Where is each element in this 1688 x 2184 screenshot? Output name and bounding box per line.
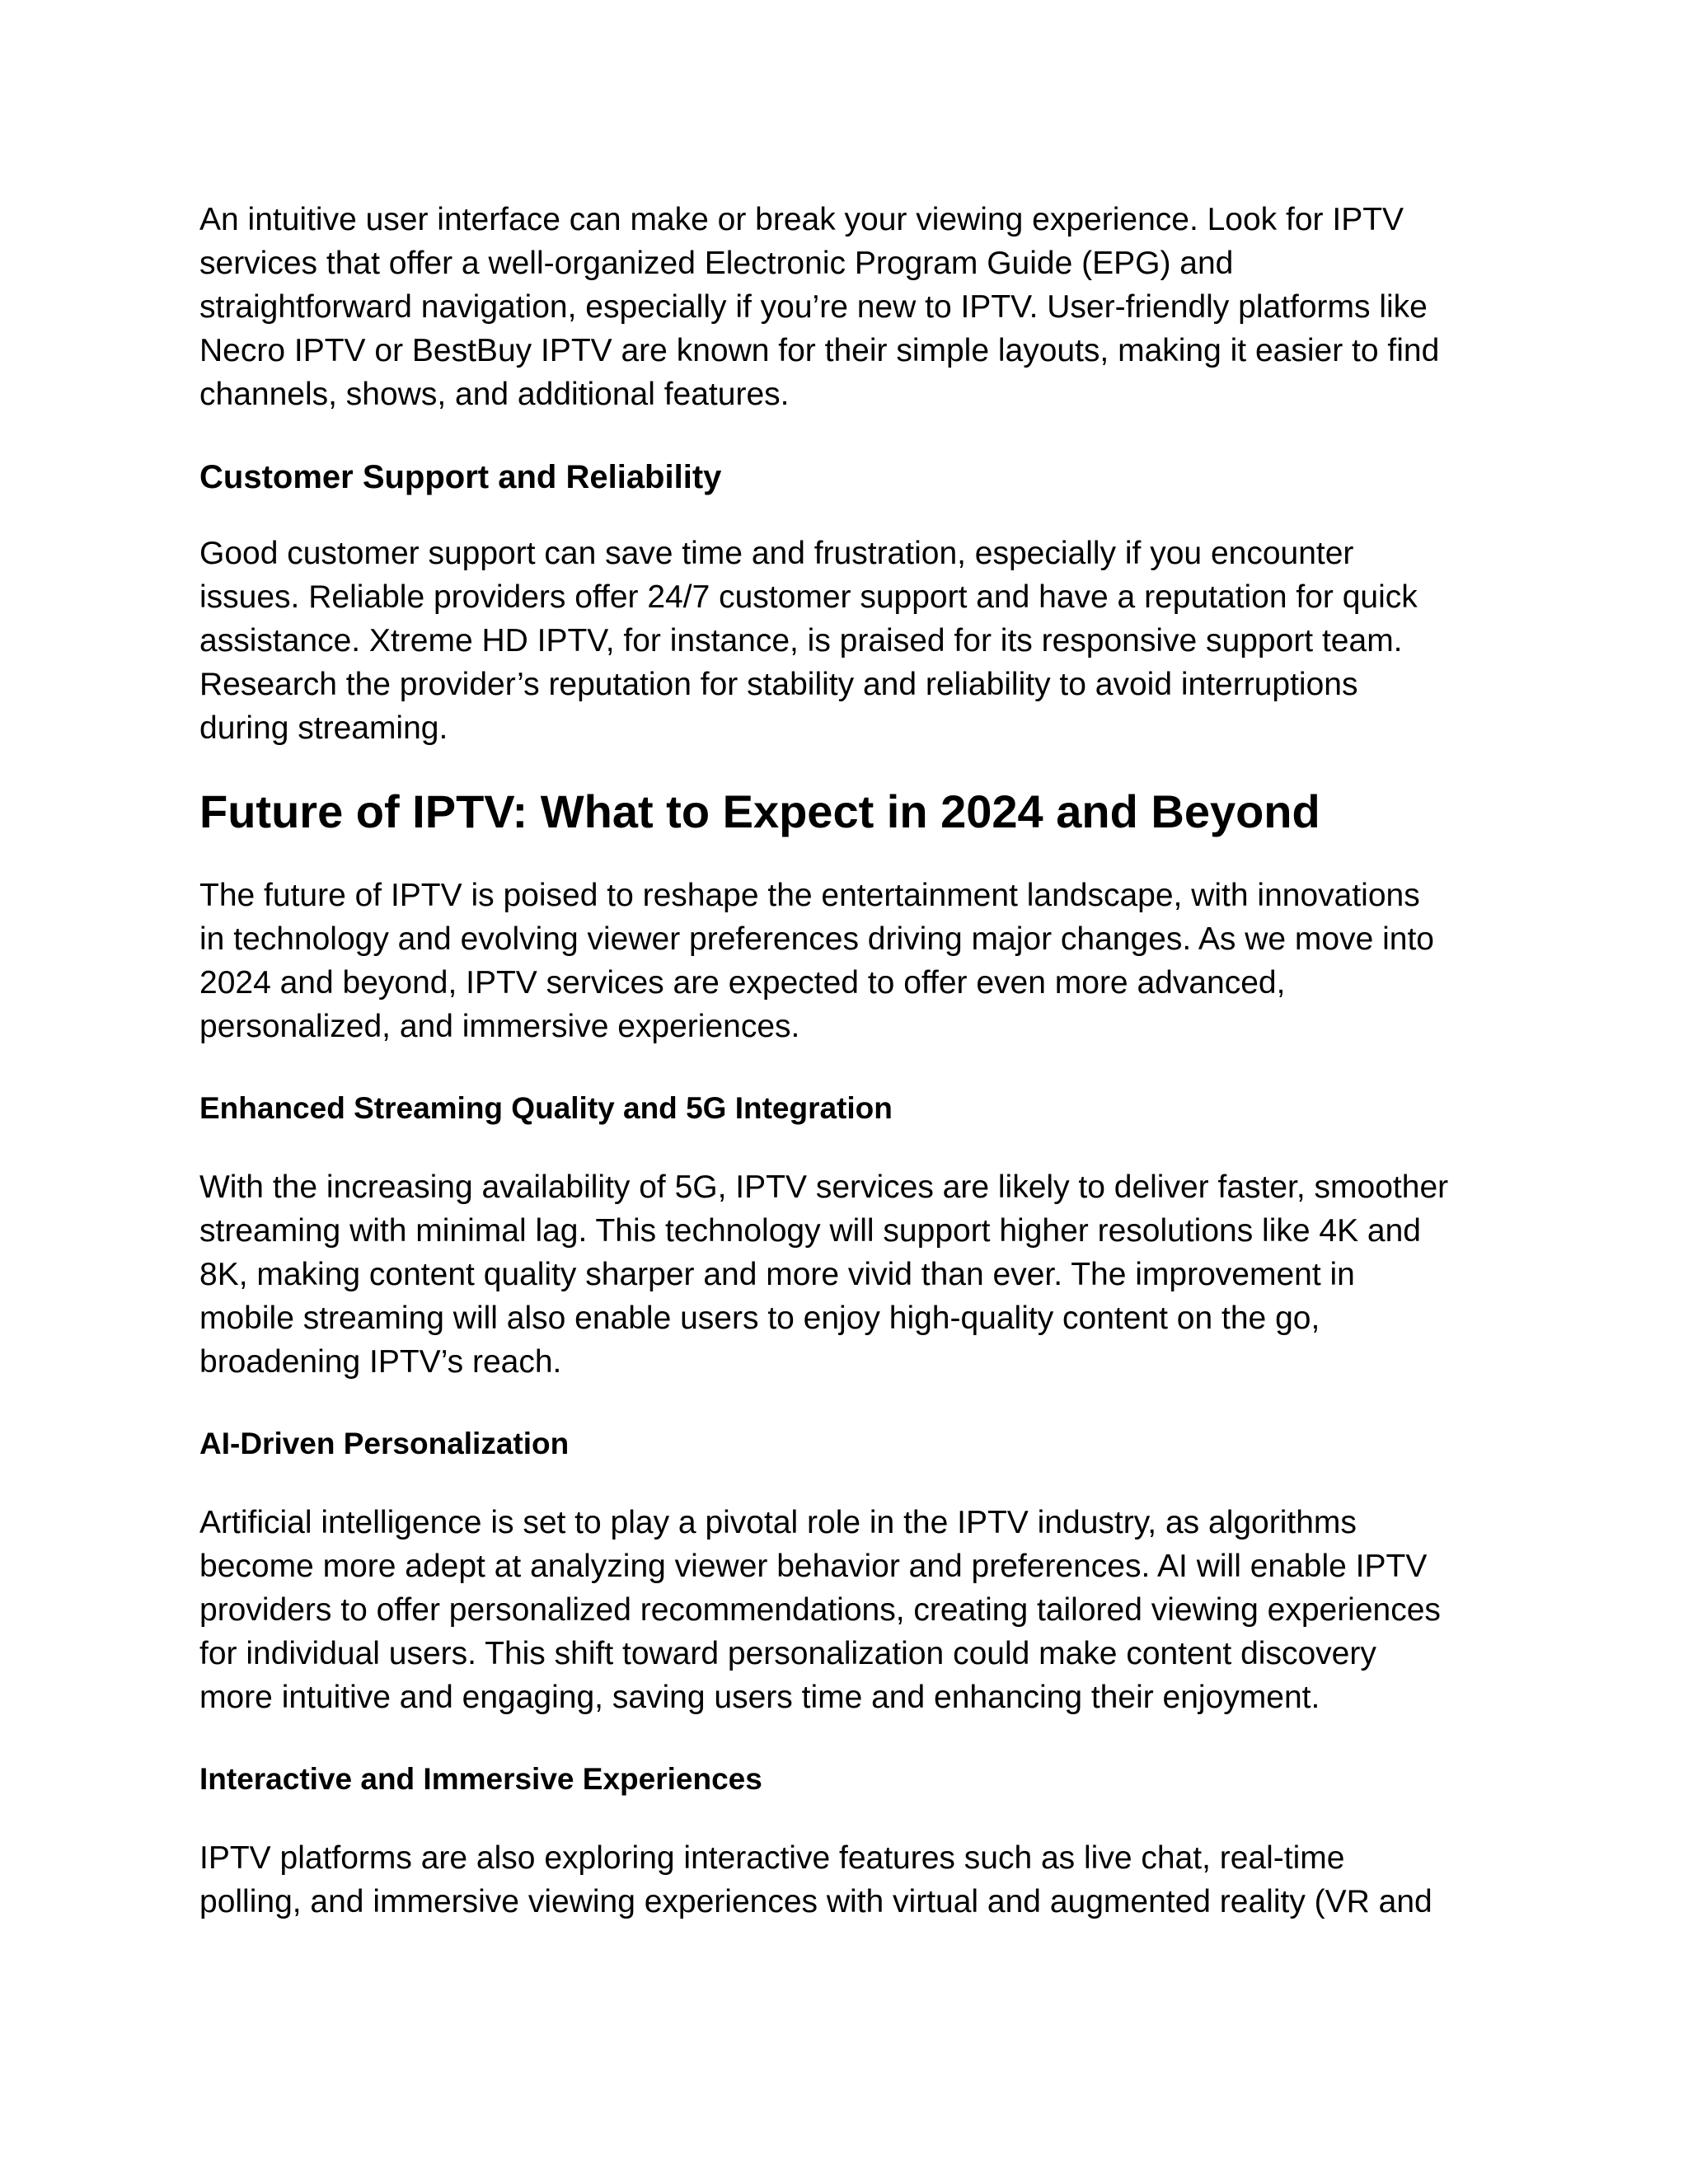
paragraph-line: Artificial intelligence is set to play a pivotal role in the IPTV industry, as algorithms	[199, 1505, 1357, 1540]
paragraph-streaming-quality	[199, 1165, 1518, 1384]
paragraph-customer-support	[199, 532, 1518, 750]
paragraph-line: 2024 and beyond, IPTV services are expected to offer even more advanced,	[199, 965, 1286, 1001]
paragraph-line: Good customer support can save time and frustration, especially if you encounter	[199, 536, 1354, 571]
paragraph-line: streaming with minimal lag. This technology will support higher resolutions like 4K and	[199, 1213, 1421, 1249]
paragraph-line: in technology and evolving viewer preferences driving major changes. As we move into	[199, 921, 1434, 957]
paragraph-line: personalized, and immersive experiences.	[199, 1009, 800, 1044]
paragraph-line: IPTV platforms are also exploring interactive features such as live chat, real-time	[199, 1840, 1345, 1876]
paragraph-line: issues. Reliable providers offer 24/7 customer support and have a reputation for quick	[199, 579, 1418, 615]
paragraph-line: assistance. Xtreme HD IPTV, for instance, is praised for its responsive support team.	[199, 623, 1403, 658]
heading-interactive-experiences: Interactive and Immersive Experiences	[199, 1762, 762, 1796]
paragraph-line: for individual users. This shift toward personalization could make content discovery	[199, 1636, 1376, 1671]
paragraph-line: more intuitive and engaging, saving users time and enhancing their enjoyment.	[199, 1680, 1320, 1715]
paragraph-line: straightforward navigation, especially if you’re new to IPTV. User-friendly platforms like	[199, 289, 1428, 325]
paragraph-line: polling, and immersive viewing experiences with virtual and augmented reality (VR and	[199, 1884, 1432, 1919]
paragraph-line: 8K, making content quality sharper and more vivid than ever. The improvement in	[199, 1257, 1355, 1292]
paragraph-interactive-experiences	[199, 1836, 1518, 1924]
paragraph-line: providers to offer personalized recommendations, creating tailored viewing experiences	[199, 1592, 1441, 1628]
paragraph-line: during streaming.	[199, 710, 448, 746]
paragraph-ai-personalization	[199, 1501, 1518, 1719]
paragraph-user-interface	[199, 198, 1518, 416]
heading-customer-support: Customer Support and Reliability	[199, 459, 722, 495]
paragraph-line: become more adept at analyzing viewer behavior and preferences. AI will enable IPTV	[199, 1549, 1428, 1584]
heading-streaming-quality-5g: Enhanced Streaming Quality and 5G Integration	[199, 1091, 893, 1125]
heading-future-of-iptv: Future of IPTV: What to Expect in 2024 and Beyond	[199, 785, 1320, 837]
paragraph-line: With the increasing availability of 5G, IPTV services are likely to deliver faster, smoother	[199, 1169, 1449, 1205]
paragraph-line: services that offer a well-organized Electronic Program Guide (EPG) and	[199, 246, 1234, 281]
paragraph-future-intro	[199, 874, 1518, 1048]
paragraph-line: channels, shows, and additional features.	[199, 377, 790, 412]
paragraph-line: The future of IPTV is poised to reshape the entertainment landscape, with innovations	[199, 878, 1420, 913]
paragraph-line: broadening IPTV’s reach.	[199, 1344, 562, 1380]
paragraph-line: Research the provider’s reputation for stability and reliability to avoid interruptions	[199, 667, 1358, 702]
paragraph-line: Necro IPTV or BestBuy IPTV are known for their simple layouts, making it easier to find	[199, 333, 1440, 368]
heading-ai-personalization: AI-Driven Personalization	[199, 1427, 570, 1460]
paragraph-line: An intuitive user interface can make or break your viewing experience. Look for IPTV	[199, 202, 1404, 237]
document-page	[199, 198, 1518, 1924]
paragraph-line: mobile streaming will also enable users to enjoy high-quality content on the go,	[199, 1301, 1320, 1336]
